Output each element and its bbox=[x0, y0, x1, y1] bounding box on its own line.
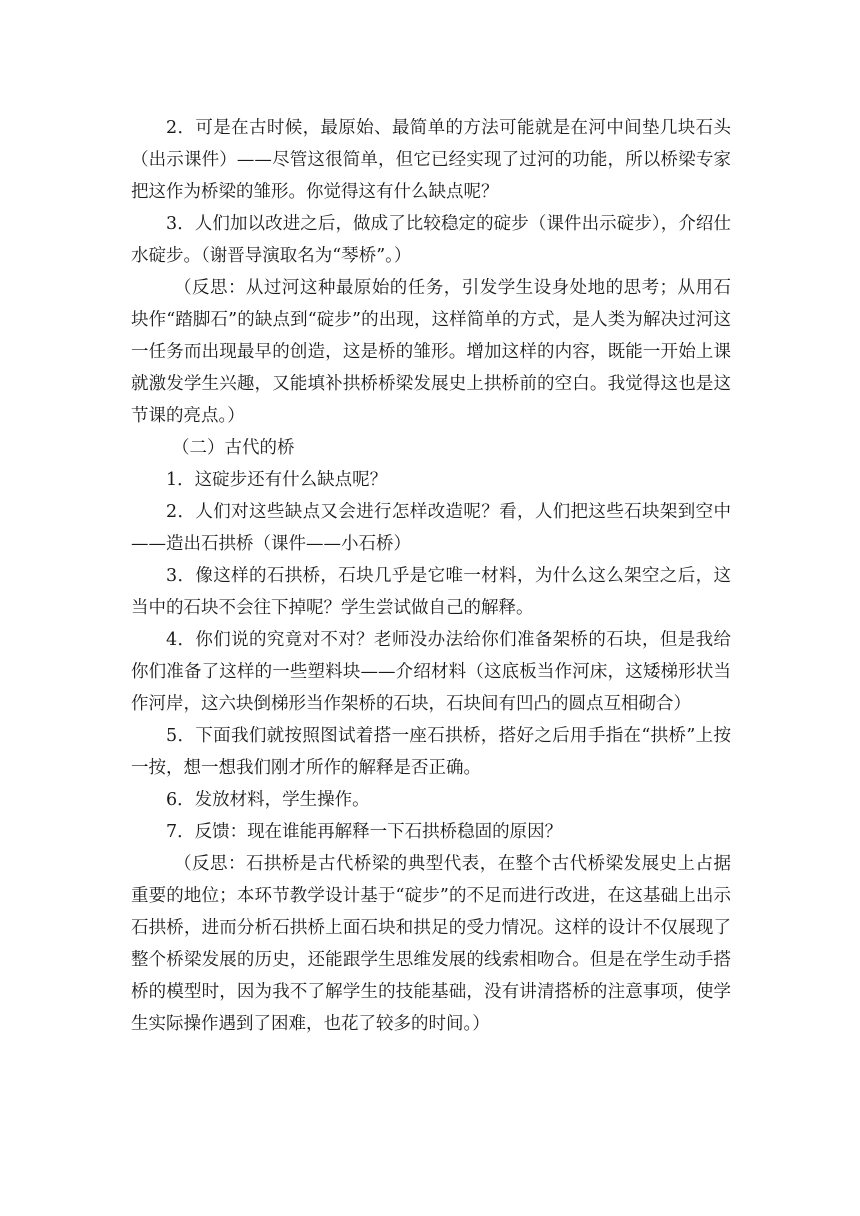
paragraph-step-3-explanation: 3．像这样的石拱桥，石块几乎是它唯一材料，为什么这么架空之后，这当中的石块不会往下掉呢？学生尝试做自己的解释。 bbox=[131, 566, 731, 618]
paragraph-step-4-materials: 4．你们说的究竟对不对？老师没办法给你们准备架桥的石块，但是我给你们准备了这样的一些塑料块——介绍材料（这底板当作河床，这矮梯形状当作河岸，这六块倒梯形当作架桥的石块，石块间有凹凸的圆点互相砌合） bbox=[131, 630, 731, 714]
paragraph-step-7-feedback: 7．反馈：现在谁能再解释一下石拱桥稳固的原因？ bbox=[166, 822, 563, 842]
document-body bbox=[131, 112, 731, 1040]
paragraph-step-2-stones: 2．可是在古时候，最原始、最简单的方法可能就是在河中间垫几块石头（出示课件）——尽管这很简单，但它已经实现了过河的功能，所以桥梁专家把这作为桥梁的雏形。你觉得这有什么缺点呢？ bbox=[131, 118, 731, 202]
section-heading-ancient-bridges: （二）古代的桥 bbox=[172, 438, 295, 458]
paragraph-step-5-build: 5．下面我们就按照图试着搭一座石拱桥，搭好之后用手指在“拱桥”上按一按，想一想我们刚才所作的解释是否正确。 bbox=[131, 726, 731, 778]
paragraph-step-3-stepping-stones: 3．人们加以改进之后，做成了比较稳定的碇步（课件出示碇步），介绍仕水碇步。（谢晋导演取名为“琴桥”。） bbox=[131, 214, 731, 266]
paragraph-reflection-2: （反思：石拱桥是古代桥梁的典型代表，在整个古代桥梁发展史上占据重要的地位；本环节教学设计基于“碇步”的不足而进行改进，在这基础上出示石拱桥，进而分析石拱桥上面石块和拱足的受力情况。这样的设计不仅展现了整个桥梁发展的历史，还能跟学生思维发展的线索相吻合。但是在学生动手搭桥的模型时，因为我不了解学生的技能基础，没有讲清搭桥的注意事项，使学生实际操作遇到了困难，也花了较多的时间。） bbox=[131, 854, 731, 1034]
paragraph-reflection-1: （反思：从过河这种最原始的任务，引发学生设身处地的思考；从用石块作“踏脚石”的缺点到“碇步”的出现，这样简单的方式，是人类为解决过河这一任务而出现最早的创造，这是桥的雏形。增加这样的内容，既能一开始上课就激发学生兴趣，又能填补拱桥桥梁发展史上拱桥前的空白。我觉得这也是这节课的亮点。） bbox=[131, 278, 731, 426]
paragraph-step-1-shortcomings: 1．这碇步还有什么缺点呢？ bbox=[166, 470, 388, 490]
paragraph-step-2-stone-arch: 2．人们对这些缺点又会进行怎样改造呢？看，人们把这些石块架到空中——造出石拱桥（课件——小石桥） bbox=[131, 502, 731, 554]
paragraph-step-6-distribute: 6．发放材料，学生操作。 bbox=[166, 790, 370, 810]
